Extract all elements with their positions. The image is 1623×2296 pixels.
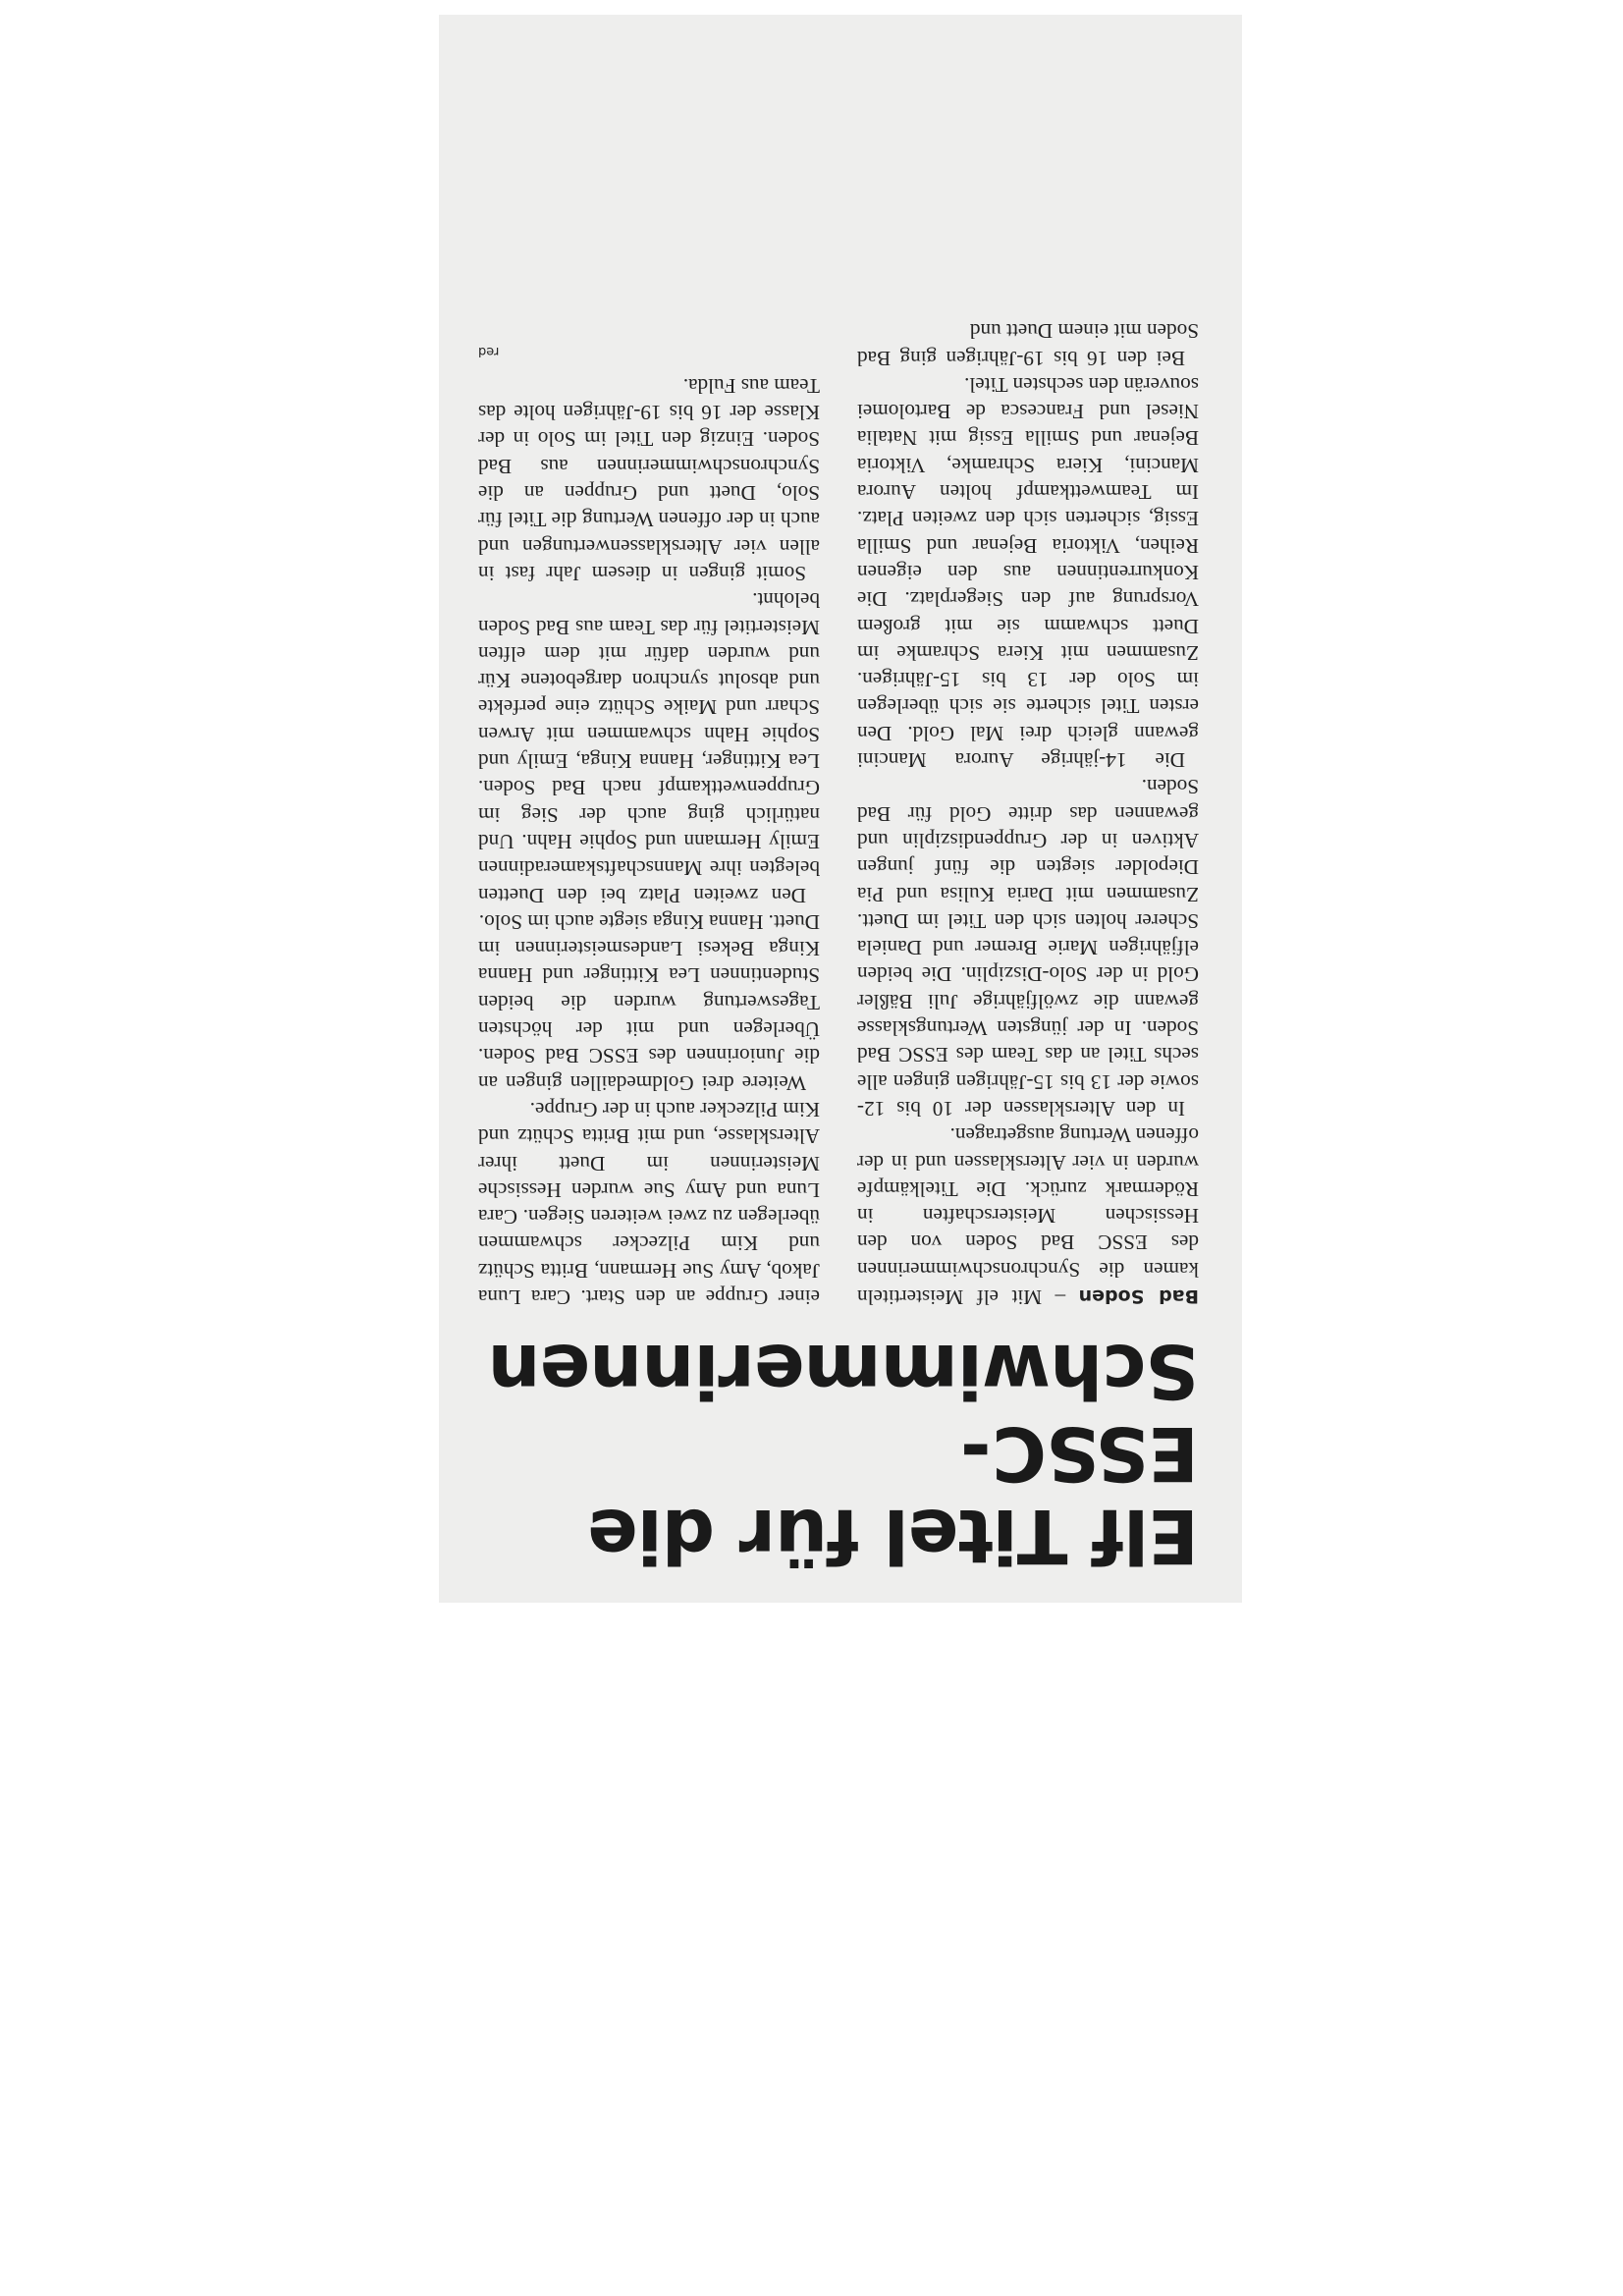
headline-line-1: Elf Titel für die bbox=[588, 1493, 1199, 1580]
headline bbox=[478, 1328, 1199, 1580]
paragraph: Den zweiten Platz bei den Duetten belegten ihre Mannschaftskameradinnen Emily Hermann und Sophie Hahn. Und natürlich ging auch der Sieg im Gruppenwettkampf nach Bad Soden. Lea Kittinger, Hanna Kinga, Emily und Sophie Hahn schwammen mit Arwen Scharr und Maike Schütz eine perfekte und absolut synchron dargebotene Kür und wurden dafür mit dem elften Meistertitel für das Team aus Bad Soden belohnt. bbox=[478, 588, 820, 907]
paragraph: einer Gruppe an den Start. Cara Luna Jakob, Amy Sue Hermann, Britta Schütz und Kim Pilzecker schwammen überlegen zu zwei weiteren Siegen. Cara Luna und Amy Sue wurden Hessische Meisterinnen im Duett ihrer Altersklasse, und mit Britta Schütz und Kim Pilzecker auch in der Gruppe. bbox=[478, 1097, 820, 1309]
paragraph-text: – Mit elf Meistertiteln kamen die Synchronschwimmerinnen des ESSC Bad Soden von den Hessischen Meisterschaften in Rödermark zurück. Die Titelkämpfe wurden in vier Altersklassen und in der offenen Wertung ausgetragen. bbox=[857, 1123, 1199, 1309]
paragraph: Weitere drei Goldmedaillen gingen an die Juniorinnen des ESSC Bad Soden. Überlegen und mit der höchsten Tageswertung wurden die beiden Studentinnen Lea Kittinger und Hanna Kinga Bekesi Landesmeisterinnen im Duett. Hanna Kinga siegte auch im Solo. bbox=[478, 909, 820, 1095]
article-body bbox=[478, 317, 1199, 1310]
paragraph: Somit gingen in diesem Jahr fast in allen vier Altersklassenwertungen und auch in der offenen Wertung die Titel für Solo, Duett und Gruppen an die Synchronschwimmerinnen aus Bad Soden. Einzig den Titel im Solo in der Klasse der 16 bis 19-Jährigen holte das Team aus Fulda. bbox=[478, 373, 820, 585]
paragraph: In den Altersklassen der 10 bis 12- sowie der 13 bis 15-Jährigen gingen alle sechs Titel an das Team des ESSC Bad Soden. In der jüngsten Wertungsklasse gewann die zwölfjährige Juli Bäßler Gold in der Solo-Disziplin. Die beiden elfjährigen Marie Bremer und Daniela Scherer holten sich den Titel im Duett. Zusammen mit Daria Kulisa und Pia Diepolder siegten die fünf jungen Aktiven in der Gruppendisziplin und gewannen das dritte Gold für Bad Soden. bbox=[857, 775, 1199, 1121]
paragraph: Bei den 16 bis 19-Jährigen ging Bad Soden mit einem Duett und bbox=[857, 319, 1199, 370]
column-right bbox=[478, 317, 820, 1310]
paragraph bbox=[857, 1121, 1199, 1310]
dateline: Bad Soden bbox=[1078, 1285, 1199, 1307]
paragraph: Die 14-jährige Aurora Mancini gewann gleich drei Mal Gold. Den ersten Titel sicherte sie sich überlegen im Solo der 13 bis 15-Jährigen. Zusammen mit Kiera Schramke im Duett schwamm sie mit großem Vorsprung auf den Siegerplatz. Die Konkurrentinnen aus den eigenen Reihen, Viktoria Bejenar und Smilla Essig, sicherten sich den zweiten Platz. Im Teamwettkampf holten Aurora Mancini, Kiera Schramke, Viktoria Bejenar und Smilla Essig mit Natalia Niesel und Francesca de Bartolomei souverän den sechsten Titel. bbox=[857, 372, 1199, 773]
newspaper-clipping bbox=[439, 15, 1242, 1603]
headline-line-2: ESSC-Schwimmerinnen bbox=[488, 1328, 1199, 1498]
column-left bbox=[857, 317, 1199, 1310]
author-signature: red bbox=[478, 343, 500, 358]
